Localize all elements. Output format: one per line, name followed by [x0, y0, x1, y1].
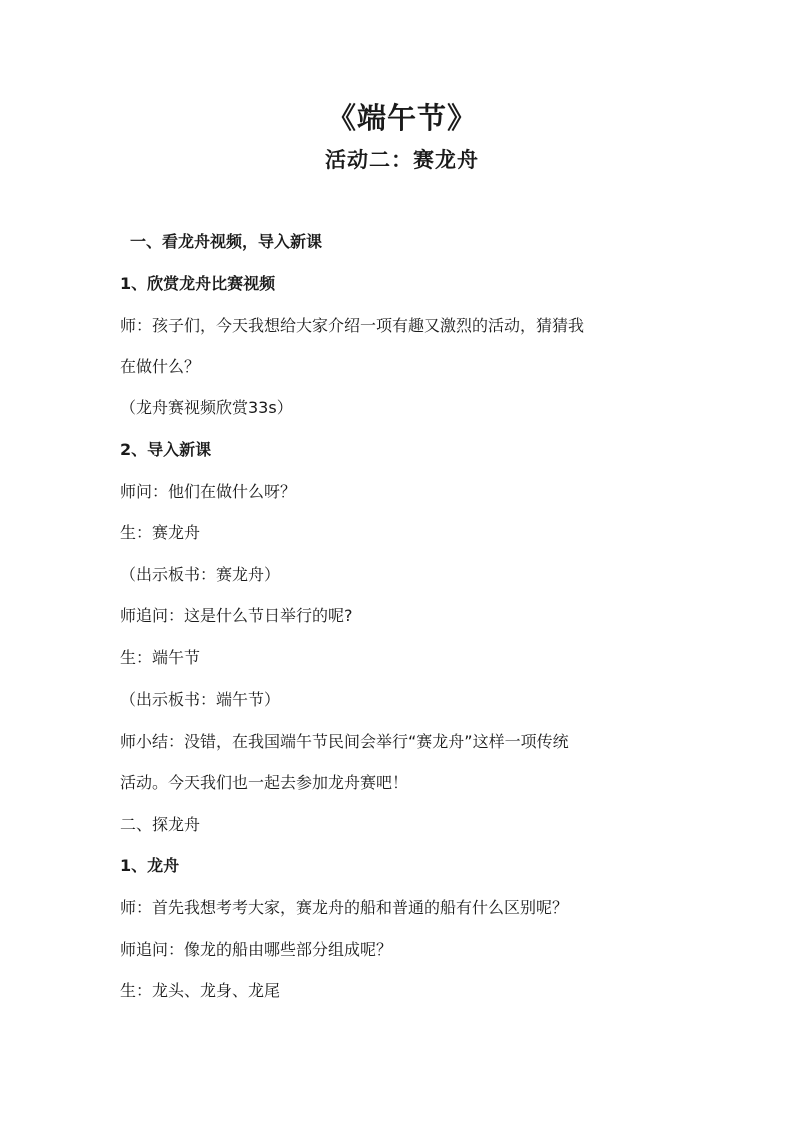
document-title: 《端午节》	[326, 101, 477, 135]
paragraph-line: 生：龙头、龙身、龙尾	[120, 981, 281, 1000]
paragraph-line: 师追问：这是什么节日举行的呢?	[120, 606, 353, 625]
subsection-heading: 2、导入新课	[120, 440, 212, 459]
subsection-heading: 1、欣赏龙舟比赛视频	[120, 274, 276, 293]
paragraph-line: 师：首先我想考考大家，赛龙舟的船和普通的船有什么区别呢？	[120, 898, 569, 917]
paragraph-line: （龙舟赛视频欣赏33s）	[120, 398, 293, 417]
paragraph-line: 生：端午节	[120, 648, 201, 667]
paragraph-line: 生：赛龙舟	[120, 523, 201, 542]
subsection-heading: 1、龙舟	[120, 856, 180, 875]
section-heading-1: 一、看龙舟视频，导入新课	[130, 232, 323, 251]
paragraph-line: 活动。今天我们也一起去参加龙舟赛吧！	[120, 773, 409, 792]
paragraph-line: 师追问：像龙的船由哪些部分组成呢？	[120, 940, 393, 959]
paragraph-line: 师问：他们在做什么呀？	[120, 482, 297, 501]
paragraph-line: 在做什么？	[120, 357, 201, 376]
paragraph-line: （出示板书：赛龙舟）	[120, 565, 281, 584]
document-subtitle: 活动二：赛龙舟	[325, 147, 479, 172]
paragraph-line: 师：孩子们，今天我想给大家介绍一项有趣又激烈的活动，猜猜我	[120, 316, 585, 335]
section-heading-2: 二、探龙舟	[120, 815, 201, 834]
paragraph-line: 师小结：没错，在我国端午节民间会举行“赛龙舟”这样一项传统	[120, 732, 569, 751]
paragraph-line: （出示板书：端午节）	[120, 690, 281, 709]
